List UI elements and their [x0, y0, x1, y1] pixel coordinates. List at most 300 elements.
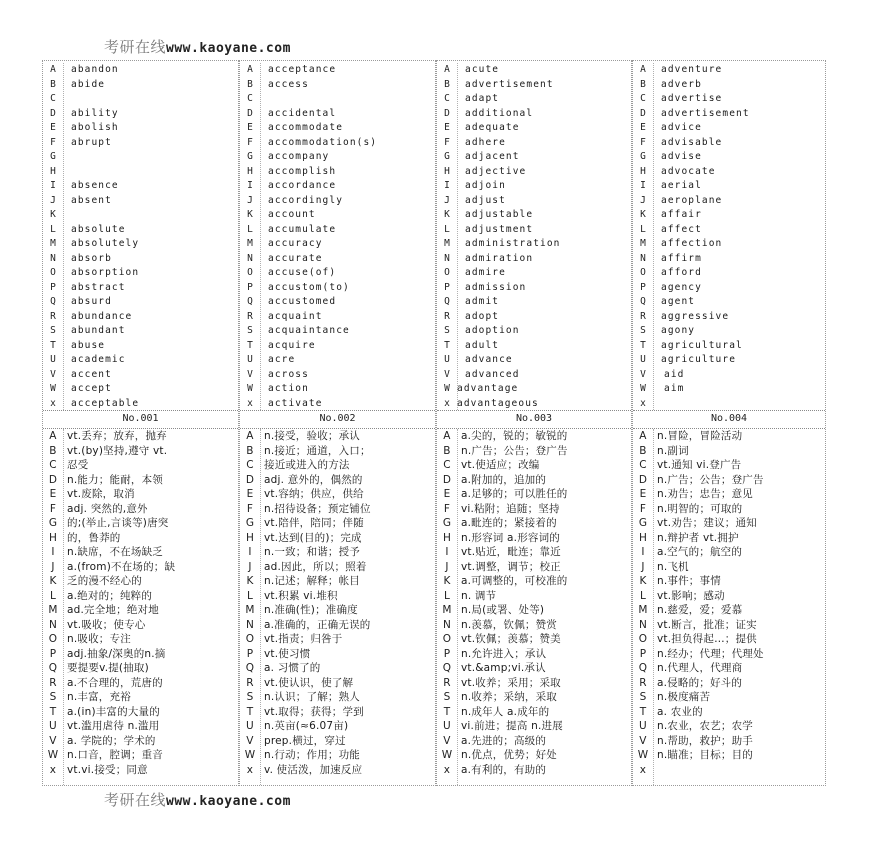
word-item: affair [661, 209, 702, 220]
option-letter: K [49, 575, 57, 587]
definition-item: n.吸收；专注 [67, 633, 131, 645]
word-item: acceptable [71, 397, 140, 409]
definition-entries [657, 429, 823, 777]
word-item: acceptance [268, 64, 337, 75]
word-item: agent [661, 296, 696, 307]
word-item: absent [71, 194, 112, 206]
definition-item: n.英亩(≈6.07亩) [264, 720, 349, 732]
option-letter: E [246, 488, 254, 500]
option-letter: W [47, 749, 59, 761]
option-letter: K [640, 209, 646, 220]
definition-item: prep.横过，穿过 [264, 734, 346, 747]
option-letter: B [639, 444, 647, 457]
option-letter: V [640, 368, 646, 380]
option-letter: L [639, 589, 647, 602]
option-letter: N [50, 252, 56, 264]
option-letter: B [640, 78, 646, 90]
definition-list [437, 429, 631, 785]
definition-item: vt.滥用虐待 n.滥用 [67, 720, 160, 732]
definition-item: n.广告；公告；登广告 [461, 444, 568, 457]
definition-list [240, 429, 435, 785]
definition-item: a. 农业的 [657, 705, 703, 718]
option-letter: B [49, 444, 57, 457]
word-item: administration [465, 238, 561, 249]
word-item: activate [268, 397, 323, 409]
definition-item: vt.钦佩；羡慕；赞美 [461, 633, 561, 645]
option-letter: W [444, 383, 450, 394]
option-letter: C [247, 93, 253, 104]
option-letter: O [442, 633, 452, 645]
word-item: afford [661, 267, 702, 278]
option-letter: D [245, 473, 255, 486]
word-item: aggressive [661, 310, 730, 322]
definition-item: a.附加的，追加的 [461, 473, 547, 486]
definition-item: adj.抽象/深奥的n.摘 [67, 647, 166, 660]
option-letter: J [51, 560, 55, 573]
definition-item: n. 调节 [461, 589, 497, 602]
option-letter: M [48, 604, 58, 616]
option-letter: T [443, 705, 451, 718]
letter-index [240, 429, 261, 785]
definition-entries [264, 429, 433, 777]
option-letter: G [245, 517, 255, 529]
definition-item: adj. 突然的,意外 [67, 502, 148, 515]
word-item: acute [465, 64, 500, 75]
option-letter: Q [245, 662, 255, 674]
word-list [240, 61, 435, 410]
option-letter: x [246, 763, 254, 776]
option-letter: F [640, 136, 646, 148]
definition-item: a.先进的；高级的 [461, 734, 547, 747]
option-letter: H [245, 531, 255, 544]
option-letter: J [640, 194, 646, 206]
word-item: accustomed [268, 296, 337, 307]
word-item: acquaintance [268, 325, 350, 336]
option-letter: G [442, 517, 452, 529]
option-letter: N [640, 252, 646, 264]
option-letter: F [50, 136, 56, 148]
option-letter: O [638, 633, 648, 645]
word-item: across [268, 368, 309, 380]
word-item: accurate [268, 252, 323, 264]
option-letter: E [247, 122, 253, 133]
option-letter: E [444, 122, 450, 133]
option-letter: V [49, 734, 57, 747]
option-letter: V [639, 734, 647, 747]
word-item: advantageous [457, 397, 539, 409]
option-letter: T [640, 339, 646, 351]
definition-item: vt.调整，调节；校正 [461, 560, 561, 573]
word-item: admit [465, 296, 500, 307]
definition-item: n.局(或署、处等) [461, 604, 545, 616]
option-letter: H [247, 165, 253, 177]
letter-index [43, 429, 64, 785]
option-letter: R [640, 310, 646, 322]
definition-item: n.冒险，冒险活动 [657, 430, 743, 442]
word-item: adult [465, 339, 500, 351]
option-letter: A [246, 430, 254, 442]
word-item: additional [465, 107, 534, 119]
definition-item: vt.使认识，使了解 [264, 676, 354, 689]
definition-item: vt.通知 vi.登广告 [657, 459, 742, 471]
option-letter: P [50, 281, 56, 293]
option-letter: L [443, 589, 451, 602]
definition-item: a.绝对的；纯粹的 [67, 589, 153, 602]
word-item: advertisement [465, 78, 554, 90]
option-letter: B [444, 78, 450, 90]
option-letter: H [638, 531, 648, 544]
option-letter: N [444, 252, 450, 264]
option-letter: F [247, 136, 253, 148]
option-letter: K [50, 209, 56, 220]
option-letter: R [247, 310, 253, 322]
word-item [71, 165, 236, 180]
word-item [71, 150, 236, 165]
option-letter: W [50, 383, 56, 394]
option-letter: W [640, 383, 646, 394]
option-letter: S [639, 691, 647, 703]
option-letter: F [49, 502, 57, 515]
definition-entries [461, 429, 629, 777]
word-entries [268, 63, 433, 411]
definition-item: n.行动；作用；功能 [264, 749, 360, 761]
word-item: acquaint [268, 310, 323, 322]
word-item: adhere [465, 136, 506, 148]
definition-item: a.有利的，有助的 [461, 763, 547, 776]
definition-item: n.辩护者 vt.拥护 [657, 531, 739, 544]
option-letter: R [444, 310, 450, 322]
option-letter: S [49, 691, 57, 703]
word-item: admission [465, 281, 527, 293]
definition-item: n.收养；采纳，采取 [461, 691, 557, 703]
option-letter: N [638, 618, 648, 631]
option-letter: U [444, 354, 450, 365]
option-letter: U [246, 720, 254, 732]
word-entries [661, 63, 823, 411]
option-letter: S [443, 691, 451, 703]
option-letter: M [247, 238, 253, 249]
definition-item: n.口音，腔调；重音 [67, 749, 163, 761]
word-item: accent [71, 368, 112, 380]
option-letter: x [443, 763, 451, 776]
option-letter: K [246, 575, 254, 587]
definition-item: 的;(举止,言谈等)唐突 [67, 517, 169, 529]
option-letter: K [247, 209, 253, 220]
option-letter: T [639, 705, 647, 718]
vocabulary-grid [42, 60, 826, 786]
word-item: abandon [71, 64, 119, 75]
option-letter: W [637, 749, 649, 761]
option-letter: x [49, 763, 57, 776]
option-letter: x [247, 397, 253, 409]
word-item: adjust [465, 194, 506, 206]
definition-item: a.足够的；可以胜任的 [461, 488, 568, 500]
option-letter: U [247, 354, 253, 365]
word-item: advantage [457, 383, 519, 394]
definition-item: vt.使适应；改编 [461, 459, 540, 471]
word-item: absurd [71, 296, 112, 307]
option-letter: L [640, 223, 646, 235]
option-letter: P [443, 647, 451, 660]
word-item: agriculture [661, 354, 737, 365]
definition-item: a. 学院的；学术的 [67, 734, 156, 747]
option-letter: O [444, 267, 450, 278]
option-letter: T [247, 339, 253, 351]
option-letter: N [442, 618, 452, 631]
option-letter: K [443, 575, 451, 587]
option-letter: B [247, 78, 253, 90]
option-letter: R [49, 676, 57, 689]
option-letter: H [442, 531, 452, 544]
word-item: adverb [661, 78, 702, 90]
definition-item: n.丰富，充裕 [67, 691, 131, 703]
option-letter: R [639, 676, 647, 689]
definition-item: a. 习惯了的 [264, 662, 321, 674]
option-letter: E [50, 122, 56, 133]
definition-item: n.缺席，不在场缺乏 [67, 546, 163, 558]
option-letter: E [443, 488, 451, 500]
option-letter: Q [442, 662, 452, 674]
option-letter: S [247, 325, 253, 336]
option-letter: U [50, 354, 56, 365]
definition-item: n.代理人，代理商 [657, 662, 743, 674]
option-letter: N [247, 252, 253, 264]
word-item [71, 92, 236, 107]
word-item: agency [661, 281, 702, 293]
option-letter: C [444, 93, 450, 104]
definition-item: n.经办；代理；代理处 [657, 647, 764, 660]
option-letter: G [50, 151, 56, 162]
definition-item: a.不合理的，荒唐的 [67, 676, 163, 689]
word-item: adapt [465, 93, 500, 104]
option-letter: J [248, 560, 252, 573]
definition-item: n.劝告；忠告；意见 [657, 488, 753, 500]
word-list [633, 61, 825, 410]
word-item: adjoin [465, 180, 506, 191]
definition-item: vt.收养；采用；采取 [461, 676, 561, 689]
option-letter: T [50, 339, 56, 351]
definition-item: 忍受 [67, 459, 89, 471]
option-letter: K [639, 575, 647, 587]
option-letter: D [247, 107, 253, 119]
definition-item: vt.废除，取消 [67, 488, 135, 500]
option-letter: P [49, 647, 57, 660]
word-item: advance [465, 354, 513, 365]
definition-item: vt.劝告；建议；通知 [657, 517, 757, 529]
word-item: advertisement [661, 107, 750, 119]
word-item: adjective [465, 165, 527, 177]
option-letter: O [48, 633, 58, 645]
definition-item: n.成年人 a.成年的 [461, 705, 550, 718]
word-item: ability [71, 107, 119, 119]
watermark-cn: 考研在线 [104, 791, 167, 809]
option-letter: J [247, 194, 253, 206]
option-letter: P [639, 647, 647, 660]
option-letter: R [443, 676, 451, 689]
option-letter: V [444, 368, 450, 380]
definition-item: 接近或进入的方法 [264, 459, 350, 471]
word-item [71, 208, 236, 223]
option-letter: J [444, 194, 450, 206]
watermark-url: www.kaoyane.com [166, 41, 291, 56]
definition-item: n.一致；和谐；授予 [264, 546, 360, 558]
option-letter: B [246, 444, 254, 457]
definition-item: vt.断言，批准；证实 [657, 618, 757, 631]
option-letter: R [50, 310, 56, 322]
option-letter: M [640, 238, 646, 249]
definition-item: n.接近；通道，入口； [264, 444, 371, 457]
option-letter: B [50, 78, 56, 90]
word-item: absolutely [71, 238, 140, 249]
list-number: No.002 [240, 410, 435, 429]
option-letter: T [444, 339, 450, 351]
option-letter: P [640, 281, 646, 293]
option-letter: R [246, 676, 254, 689]
word-item: affection [661, 238, 723, 249]
option-letter: N [48, 618, 58, 631]
option-letter: P [246, 647, 254, 660]
definition-item: a.空气的；航空的 [657, 546, 743, 558]
option-letter: I [445, 546, 449, 558]
option-letter: Q [640, 296, 646, 307]
word-item: adjustment [465, 223, 534, 235]
option-letter: E [49, 488, 57, 500]
vocab-column [42, 60, 239, 786]
word-item: abundance [71, 310, 133, 322]
word-item: affect [661, 223, 702, 235]
definition-item: vt.取得；获得；学到 [264, 705, 364, 718]
definition-item: 要提要v.提(抽取) [67, 662, 149, 674]
definition-item: n.允许进入；承认 [461, 647, 547, 660]
option-letter: I [444, 180, 450, 191]
word-item: adventure [661, 64, 723, 75]
option-letter: P [247, 281, 253, 293]
definition-item: n.记述；解释；帐目 [264, 575, 360, 587]
option-letter: M [245, 604, 255, 616]
option-letter: J [445, 560, 449, 573]
definition-item: a.毗连的；紧接着的 [461, 517, 557, 529]
word-item: adjacent [465, 151, 520, 162]
word-item: abolish [71, 122, 119, 133]
option-letter: S [246, 691, 254, 703]
option-letter: E [639, 488, 647, 500]
definition-item: vi.前进；提高 n.进展 [461, 720, 563, 732]
word-item: advise [661, 151, 702, 162]
word-item: absence [71, 180, 119, 191]
option-letter: S [50, 325, 56, 336]
option-letter: V [246, 734, 254, 747]
word-item: accordingly [268, 194, 344, 206]
option-letter: M [50, 238, 56, 249]
watermark-bottom [104, 789, 291, 810]
option-letter: G [638, 517, 648, 529]
option-letter: O [640, 267, 646, 278]
word-item: abuse [71, 339, 106, 351]
option-letter: A [443, 430, 451, 442]
word-item: advertise [661, 93, 723, 104]
option-letter: I [50, 180, 56, 191]
vocab-column [239, 60, 436, 786]
watermark-cn: 考研在线 [104, 38, 167, 56]
definition-item: vt.指责；归咎于 [264, 633, 343, 645]
word-item: affirm [661, 252, 702, 264]
option-letter: Q [444, 296, 450, 307]
option-letter: D [444, 107, 450, 119]
word-item: action [268, 383, 309, 394]
word-item: accustom(to) [268, 281, 350, 293]
word-entries [457, 63, 629, 411]
option-letter: A [640, 64, 646, 75]
definition-item: n.瞄准；目标；目的 [657, 749, 753, 761]
option-letter: Q [48, 662, 58, 674]
definition-item: n.招待设备；预定铺位 [264, 502, 371, 515]
definition-item: a.可调整的，可校准的 [461, 575, 568, 587]
option-letter: V [443, 734, 451, 747]
word-item: accuse(of) [268, 267, 337, 278]
word-item: acre [268, 354, 296, 365]
option-letter: N [245, 618, 255, 631]
word-entries [71, 63, 236, 411]
option-letter: A [639, 430, 647, 442]
option-letter: x [50, 397, 56, 409]
option-letter: L [49, 589, 57, 602]
option-letter: V [247, 368, 253, 380]
option-letter: A [444, 64, 450, 75]
word-item: accomplish [268, 165, 337, 177]
definition-item: vt.使习惯 [264, 647, 311, 660]
definition-item: ad.因此，所以；照着 [264, 560, 367, 573]
option-letter: P [444, 281, 450, 293]
definition-item: n.慈爱，爱；爱慕 [657, 604, 743, 616]
option-letter: U [639, 720, 647, 732]
word-item: aerial [661, 180, 702, 191]
word-item: accompany [268, 151, 330, 162]
definition-item: n.副词 [657, 444, 689, 457]
word-list [437, 61, 631, 410]
watermark-url: www.kaoyane.com [166, 794, 291, 809]
word-item: abide [71, 78, 106, 90]
option-letter: E [640, 122, 646, 133]
option-letter: C [443, 459, 451, 471]
word-item: adoption [465, 325, 520, 336]
option-letter: G [247, 151, 253, 162]
definition-item: vt.丢弃；放弃，抛弃 [67, 430, 167, 442]
definition-item: n.接受，验收；承认 [264, 430, 360, 442]
list-number: No.003 [437, 410, 631, 429]
option-letter: U [443, 720, 451, 732]
option-letter: J [641, 560, 645, 573]
word-item: academic [71, 354, 126, 365]
letter-index [240, 63, 261, 410]
definition-list [43, 429, 238, 785]
word-item: accuracy [268, 238, 323, 249]
definition-item: 的，鲁莽的 [67, 531, 121, 544]
option-letter: D [50, 107, 56, 119]
word-item: abundant [71, 325, 126, 336]
definition-list [633, 429, 825, 785]
letter-index [43, 63, 64, 410]
option-letter: G [444, 151, 450, 162]
option-letter: C [50, 93, 56, 104]
option-letter: I [248, 546, 252, 558]
option-letter: W [244, 749, 256, 761]
definition-item: v. 使活泼，加速反应 [264, 763, 363, 776]
option-letter: T [246, 705, 254, 718]
option-letter: W [441, 749, 453, 761]
option-letter: H [48, 531, 58, 544]
definition-item [657, 763, 823, 778]
option-letter: O [247, 267, 253, 278]
